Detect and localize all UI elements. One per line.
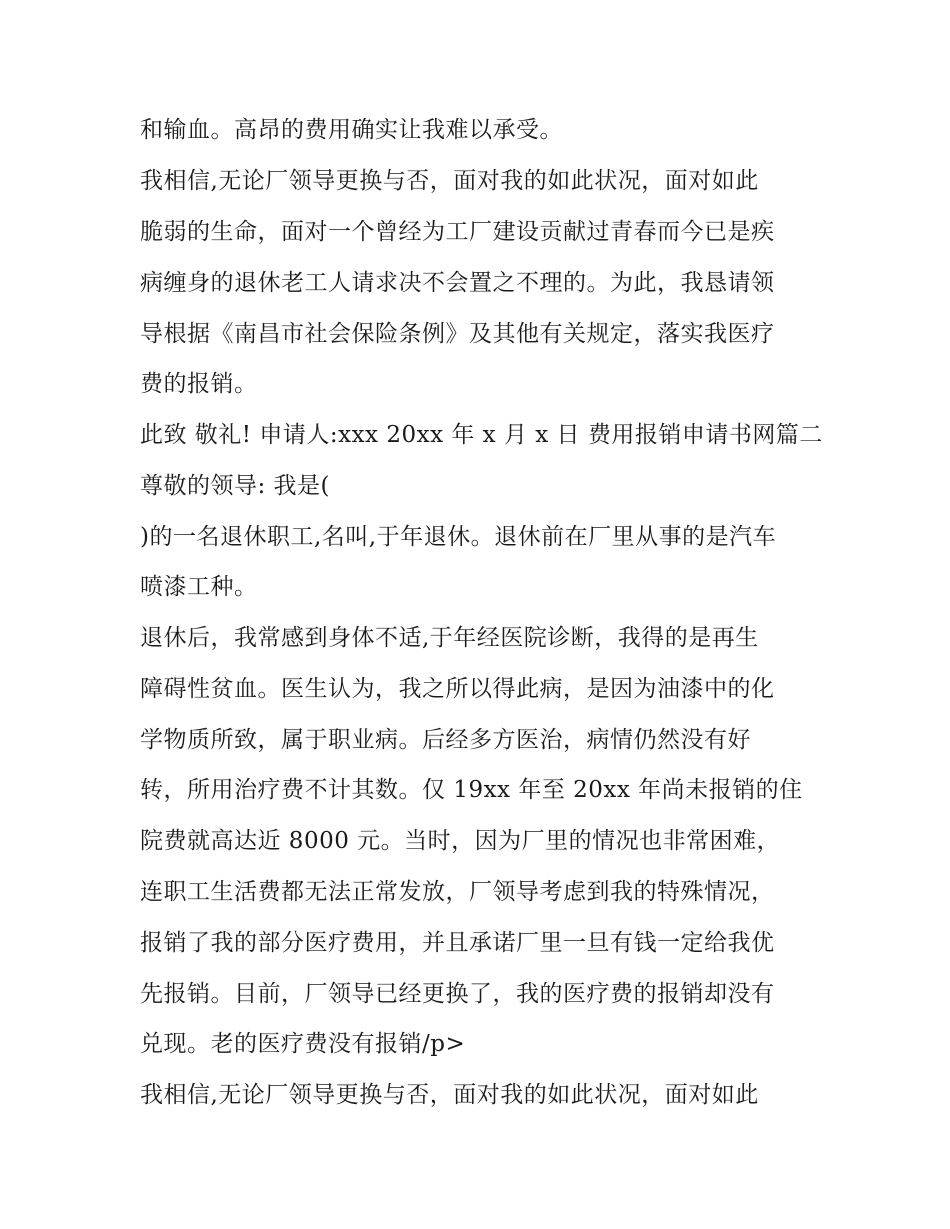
text-line: 兑现。老的医疗费没有报销/p> xyxy=(140,1031,466,1057)
text-line: 喷漆工种。 xyxy=(140,574,258,600)
text-line: 连职工生活费都无法正常发放，厂领导考虑到我的特殊情况， xyxy=(140,879,775,905)
text-line: )的一名退休职工,名叫,于年退休。退休前在厂里从事的是汽车 xyxy=(140,524,777,550)
text-line: 脆弱的生命，面对一个曾经为工厂建设贡献过青春而今已是疾 xyxy=(140,219,775,245)
text-line: 病缠身的退休老工人请求决不会置之不理的。为此，我恳请领 xyxy=(140,270,775,296)
text-line: 退休后，我常感到身体不适,于年经医院诊断，我得的是再生 xyxy=(140,625,759,651)
text-line: 院费就高达近 8000 元。当时，因为厂里的情况也非常困难， xyxy=(140,828,781,854)
text-line: 此致 敬礼! 申请人:xxx 20xx 年 x 月 x 日 费用报销申请书网篇二 xyxy=(140,422,823,448)
text-line: 先报销。目前，厂领导已经更换了，我的医疗费的报销却没有 xyxy=(140,981,775,1007)
text-line: 尊敬的领导: 我是( xyxy=(140,473,331,499)
text-line: 障碍性贫血。医生认为，我之所以得此病，是因为油漆中的化 xyxy=(140,676,775,702)
text-line: 学物质所致，属于职业病。后经多方医治，病情仍然没有好 xyxy=(140,727,751,753)
text-line: 导根据《南昌市社会保险条例》及其他有关规定，落实我医疗 xyxy=(140,321,775,347)
text-line: 报销了我的部分医疗费用，并且承诺厂里一旦有钱一定给我优 xyxy=(140,930,775,956)
text-line: 转，所用治疗费不计其数。仅 19xx 年至 20xx 年尚未报销的住 xyxy=(140,777,803,803)
text-line: 和输血。高昂的费用确实让我难以承受。 xyxy=(140,117,563,143)
text-line: 我相信,无论厂领导更换与否，面对我的如此状况，面对如此 xyxy=(140,168,759,194)
text-line: 我相信,无论厂领导更换与否，面对我的如此状况，面对如此 xyxy=(140,1082,759,1108)
text-line: 费的报销。 xyxy=(140,371,258,397)
